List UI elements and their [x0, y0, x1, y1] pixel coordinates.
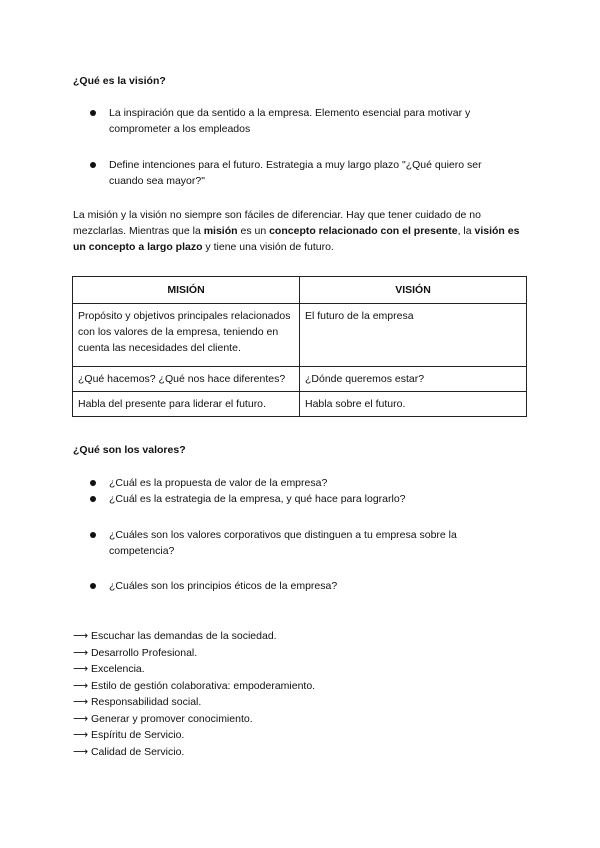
- table-cell: Habla del presente para liderar el futuro.: [73, 392, 300, 417]
- values-list: [73, 628, 513, 760]
- list-item: ¿Cuál es la propuesta de valor de la empresa?: [73, 475, 513, 491]
- column-header-mision: MISIÓN: [73, 277, 300, 304]
- table-cell: El futuro de la empresa: [300, 304, 527, 367]
- list-item: ⟶ Estilo de gestión colaborativa: empoderamiento.: [73, 679, 316, 692]
- vision-bullet-list: [73, 105, 513, 137]
- values-bullet-list: [73, 475, 513, 507]
- table-cell: Propósito y objetivos principales relacionados con los valores de la empresa, teniendo en cuenta las necesidades del cliente.: [73, 304, 300, 367]
- table-row: [73, 392, 527, 417]
- table-cell: Habla sobre el futuro.: [300, 392, 527, 417]
- list-item: ¿Cuáles son los principios éticos de la empresa?: [73, 578, 513, 594]
- list-item: ¿Cuál es la estrategia de la empresa, y qué hace para lograrlo?: [73, 491, 513, 507]
- intro-paragraph: [73, 207, 528, 255]
- list-item: ⟶ Generar y promover conocimiento.: [73, 712, 253, 725]
- intro-bold: visión es un concepto a largo plazo: [73, 225, 520, 253]
- list-item: ⟶ Responsabilidad social.: [73, 696, 202, 708]
- list-item: ⟶ Desarrollo Profesional.: [73, 646, 198, 659]
- list-item: La inspiración que da sentido a la empresa. Elemento esencial para motivar y comprometer a los empleados: [73, 105, 513, 137]
- values-bullet-list-2: [73, 527, 513, 559]
- list-item: ⟶ Espíritu de Servicio.: [73, 729, 185, 741]
- list-item: ⟶ Escuchar las demandas de la sociedad.: [73, 630, 277, 642]
- table-cell: ¿Dónde queremos estar?: [300, 367, 527, 392]
- vision-heading: ¿Qué es la visión?: [73, 75, 166, 87]
- values-heading: ¿Qué son los valores?: [73, 444, 186, 456]
- mission-vision-table: [72, 276, 527, 417]
- intro-text: La misión y la visión no siempre son fáciles de diferenciar. Hay que tener cuidado de no mezclarlas. Mientras que la: [73, 209, 481, 237]
- column-header-vision: VISIÓN: [300, 277, 527, 304]
- values-bullet-list-3: [73, 578, 513, 594]
- intro-bold: concepto relacionado con el presente: [269, 225, 458, 237]
- intro-text: es un: [237, 225, 270, 237]
- list-item: ¿Cuáles son los valores corporativos que distinguen a tu empresa sobre la competencia?: [73, 527, 513, 559]
- table-row: [73, 367, 527, 392]
- intro-bold: misión: [203, 225, 238, 237]
- list-item: ⟶ Excelencia.: [73, 663, 145, 675]
- vision-bullet-list-2: [73, 157, 513, 189]
- list-item: ⟶ Calidad de Servicio.: [73, 745, 185, 758]
- list-item: Define intenciones para el futuro. Estrategia a muy largo plazo "¿Qué quiero ser cuando sea mayor?": [73, 157, 513, 189]
- intro-text: , la: [457, 225, 475, 237]
- intro-text: y tiene una visión de futuro.: [202, 241, 334, 253]
- table-row: [73, 304, 527, 367]
- table-header-row: [73, 277, 527, 304]
- table-cell: ¿Qué hacemos? ¿Qué nos hace diferentes?: [73, 367, 300, 392]
